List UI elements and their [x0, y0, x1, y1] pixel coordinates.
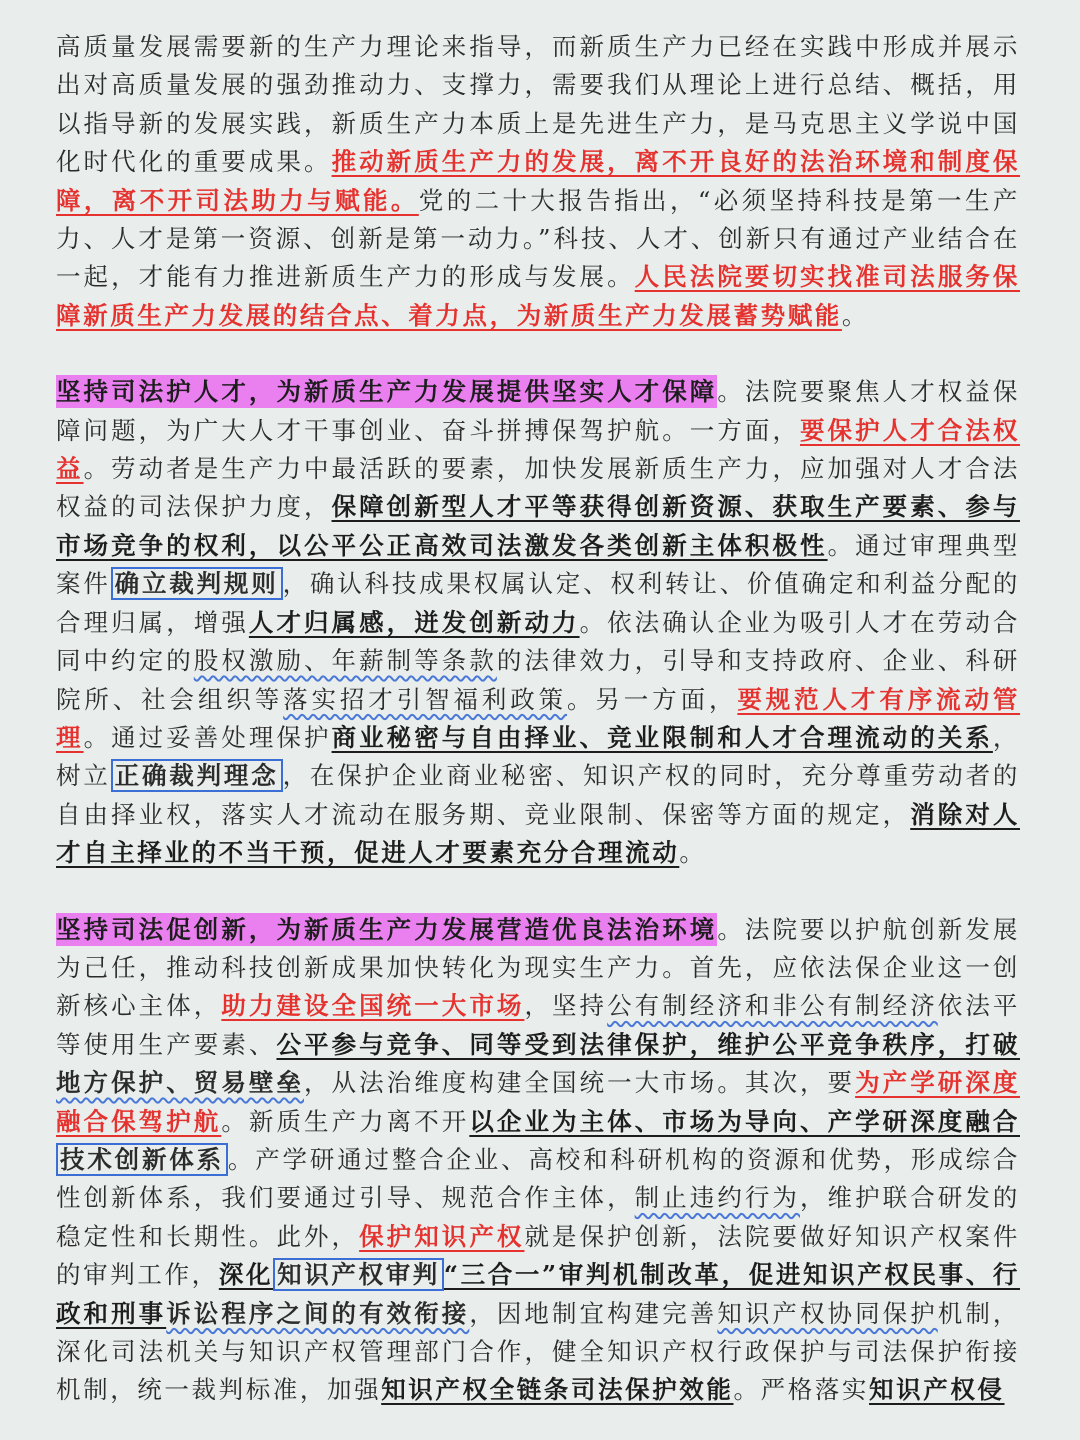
- red-highlight-rule-of-law: 推动新质生产力的发展，离不开良好的法治环境和制度保障，离不开司法助力与赋能。: [56, 147, 1021, 215]
- bold-underline-free-choice: 消除对人才自主择业的不当干预，促进人才要素充分合理流动: [56, 799, 1020, 868]
- red-highlight-court-role: 人民法院要切实找准司法服务保障新质生产力发展的结合点、着力点，为新质生产力发展蓄势赋能: [56, 262, 1020, 330]
- talent-text-4: ，确认科技成果权属认定、权利转让、价值确定和利益分配的合理归属，增强: [56, 569, 1020, 637]
- red-highlight-industry-research: 为产学研深度融合保驾护航: [56, 1068, 1020, 1136]
- wavy-ip-coordination: 知识产权协同保护: [717, 1298, 938, 1328]
- wavy-stop-breach: 制止违约行为: [634, 1183, 800, 1213]
- section-title-innovation: 坚持司法促创新，为新质生产力发展营造优良法治环境: [56, 914, 718, 944]
- paragraph-talent: [56, 373, 1020, 872]
- talent-text-6: 的法律效力，引导和支持政府、企业、科研院所、社会组织等: [56, 646, 1020, 714]
- boxed-tech-innovation-system: 技术创新体系: [56, 1143, 228, 1176]
- bold-underline-trade-secrets: 商业秘密与自由择业、竞业限制和人才合理流动的关系: [331, 722, 993, 752]
- intro-end: 。: [841, 300, 870, 330]
- innov-text-5: 。新质生产力离不开: [221, 1106, 470, 1136]
- wavy-ownership-economy: 公有制经济和非公有制经济: [607, 991, 938, 1021]
- section-title-talent: 坚持司法护人才，为新质生产力发展提供坚实人才保障: [56, 377, 718, 407]
- talent-text-8: 。通过妥善处理保护: [83, 722, 332, 752]
- bold-underline-ip-infringement: 知识产权侵: [869, 1375, 1005, 1405]
- talent-end: 。: [679, 838, 707, 868]
- innov-text-8: 就是保护创新，法院要做好知识产权案件的审判工作，: [56, 1221, 1020, 1290]
- wavy-equity-incentive: 股权激励、年薪制等条款: [193, 646, 497, 676]
- bold-underline-full-chain: 知识产权全链条司法保护效能: [381, 1375, 734, 1405]
- talent-text-5: 。依法确认企业为吸引人才在劳动合同中约定的: [56, 607, 1020, 676]
- talent-text-7: 。另一方面，: [567, 684, 738, 714]
- red-highlight-talent-flow: 要规范人才有序流动管理: [56, 684, 1020, 752]
- boxed-judgment-concept: 正确裁判理念: [111, 759, 283, 792]
- bold-underline-innovation-rights: 保障创新型人才平等获得创新资源、获取生产要素、参与市场竞争的权利，以公平公正高效司法激发各类创新主体积极性: [56, 492, 1021, 560]
- paragraph-innovation: [56, 911, 1020, 1410]
- innov-text-11: 。严格落实: [733, 1375, 870, 1405]
- boxed-judgment-rules: 确立裁判规则: [111, 567, 283, 600]
- bold-underline-belonging: 人才归属感，迸发创新动力: [248, 607, 580, 637]
- bold-underline-three-in-one: “三合一”审判机制改革，促进知识产权民事、行政和刑事: [56, 1260, 1021, 1328]
- boxed-ip-trial: 知识产权审判: [273, 1258, 444, 1291]
- innov-text-2: ，坚持: [524, 991, 608, 1021]
- innov-text-7: ，维护联合研发的稳定性和长期性。此外，: [56, 1183, 1020, 1251]
- intro-text: 高质量发展需要新的生产力理论来指导，而新质生产力已经在实践中形成并展示出对高质量发展的强劲推动力、支撑力，需要我们从理论上进行总结、概括，用以指导新的发展实践，新质生产力本质上是先进生产力，是马克思主义学说中国化时代化的重要成果。: [56, 32, 1020, 177]
- talent-text-3: 。通过审理典型案件: [56, 530, 1020, 599]
- paragraph-intro: [56, 28, 1020, 335]
- talent-text-9: ，树立: [56, 722, 1020, 791]
- talent-text-2: 。劳动者是生产力中最活跃的要素，加快发展新质生产力，应加强对人才合法权益的司法保护力度，: [56, 454, 1020, 522]
- innov-text-4: ，从法治维度构建全国统一大市场。其次，要: [304, 1068, 856, 1098]
- innov-text-1: 。法院要以护航创新发展为己任，推动科技创新成果加快转化为现实生产力。首先，应依法保企业这一创新核心主体，: [56, 914, 1020, 1021]
- wavy-litigation-procedure: 诉讼程序之间的有效衔接: [166, 1298, 470, 1328]
- paragraph-gap: [56, 335, 1020, 373]
- wavy-welfare-policy: 落实招才引智福利政策: [283, 684, 568, 714]
- innov-text-6: 。产学研通过整合企业、高校和科研机构的资源和优势，形成综合性创新体系，我们要通过引导、规范合作主体，: [56, 1144, 1020, 1213]
- innov-text-10: 机制，深化司法机关与知识产权管理部门合作，健全知识产权行政保护与司法保护衔接机制，统一裁判标准，加强: [56, 1298, 1020, 1405]
- bold-underline-enterprise-main: 以企业为主体、市场为导向、产学研深度融合: [469, 1106, 1020, 1136]
- red-highlight-talent-rights: 要保护人才合法权益: [56, 415, 1020, 484]
- talent-text-1: 。法院要聚焦人才权益保障问题，为广大人才干事创业、奋斗拼搏保驾护航。一方面，: [56, 377, 1020, 445]
- talent-text-10: ，在保护企业商业秘密、知识产权的同时，充分尊重劳动者的自由择业权，落实人才流动在服务期、竞业限制、保密等方面的规定，: [56, 761, 1020, 829]
- innov-text-9: ，因地制宜构建完善: [469, 1298, 718, 1328]
- bold-underline-deepen: 深化: [218, 1260, 274, 1290]
- innov-text-3: 依法平等使用生产要素、: [56, 991, 1020, 1059]
- red-highlight-ip-protection: 保护知识产权: [359, 1221, 525, 1251]
- wavy-local-protection: 地方保护、贸易壁垒: [56, 1068, 304, 1098]
- bold-underline-fair-competition: 公平参与竞争、同等受到法律保护，维护公平竞争秩序，打破: [276, 1029, 1020, 1059]
- intro-text-2: 党的二十大报告指出，“必须坚持科技是第一生产力、人才是第一资源、创新是第一动力。”科技、人才、创新只有通过产业结合在一起，才能有力推进新质生产力的形成与发展。: [56, 185, 1020, 292]
- red-highlight-unified-market: 助力建设全国统一大市场: [221, 991, 525, 1021]
- paragraph-gap: [56, 873, 1020, 911]
